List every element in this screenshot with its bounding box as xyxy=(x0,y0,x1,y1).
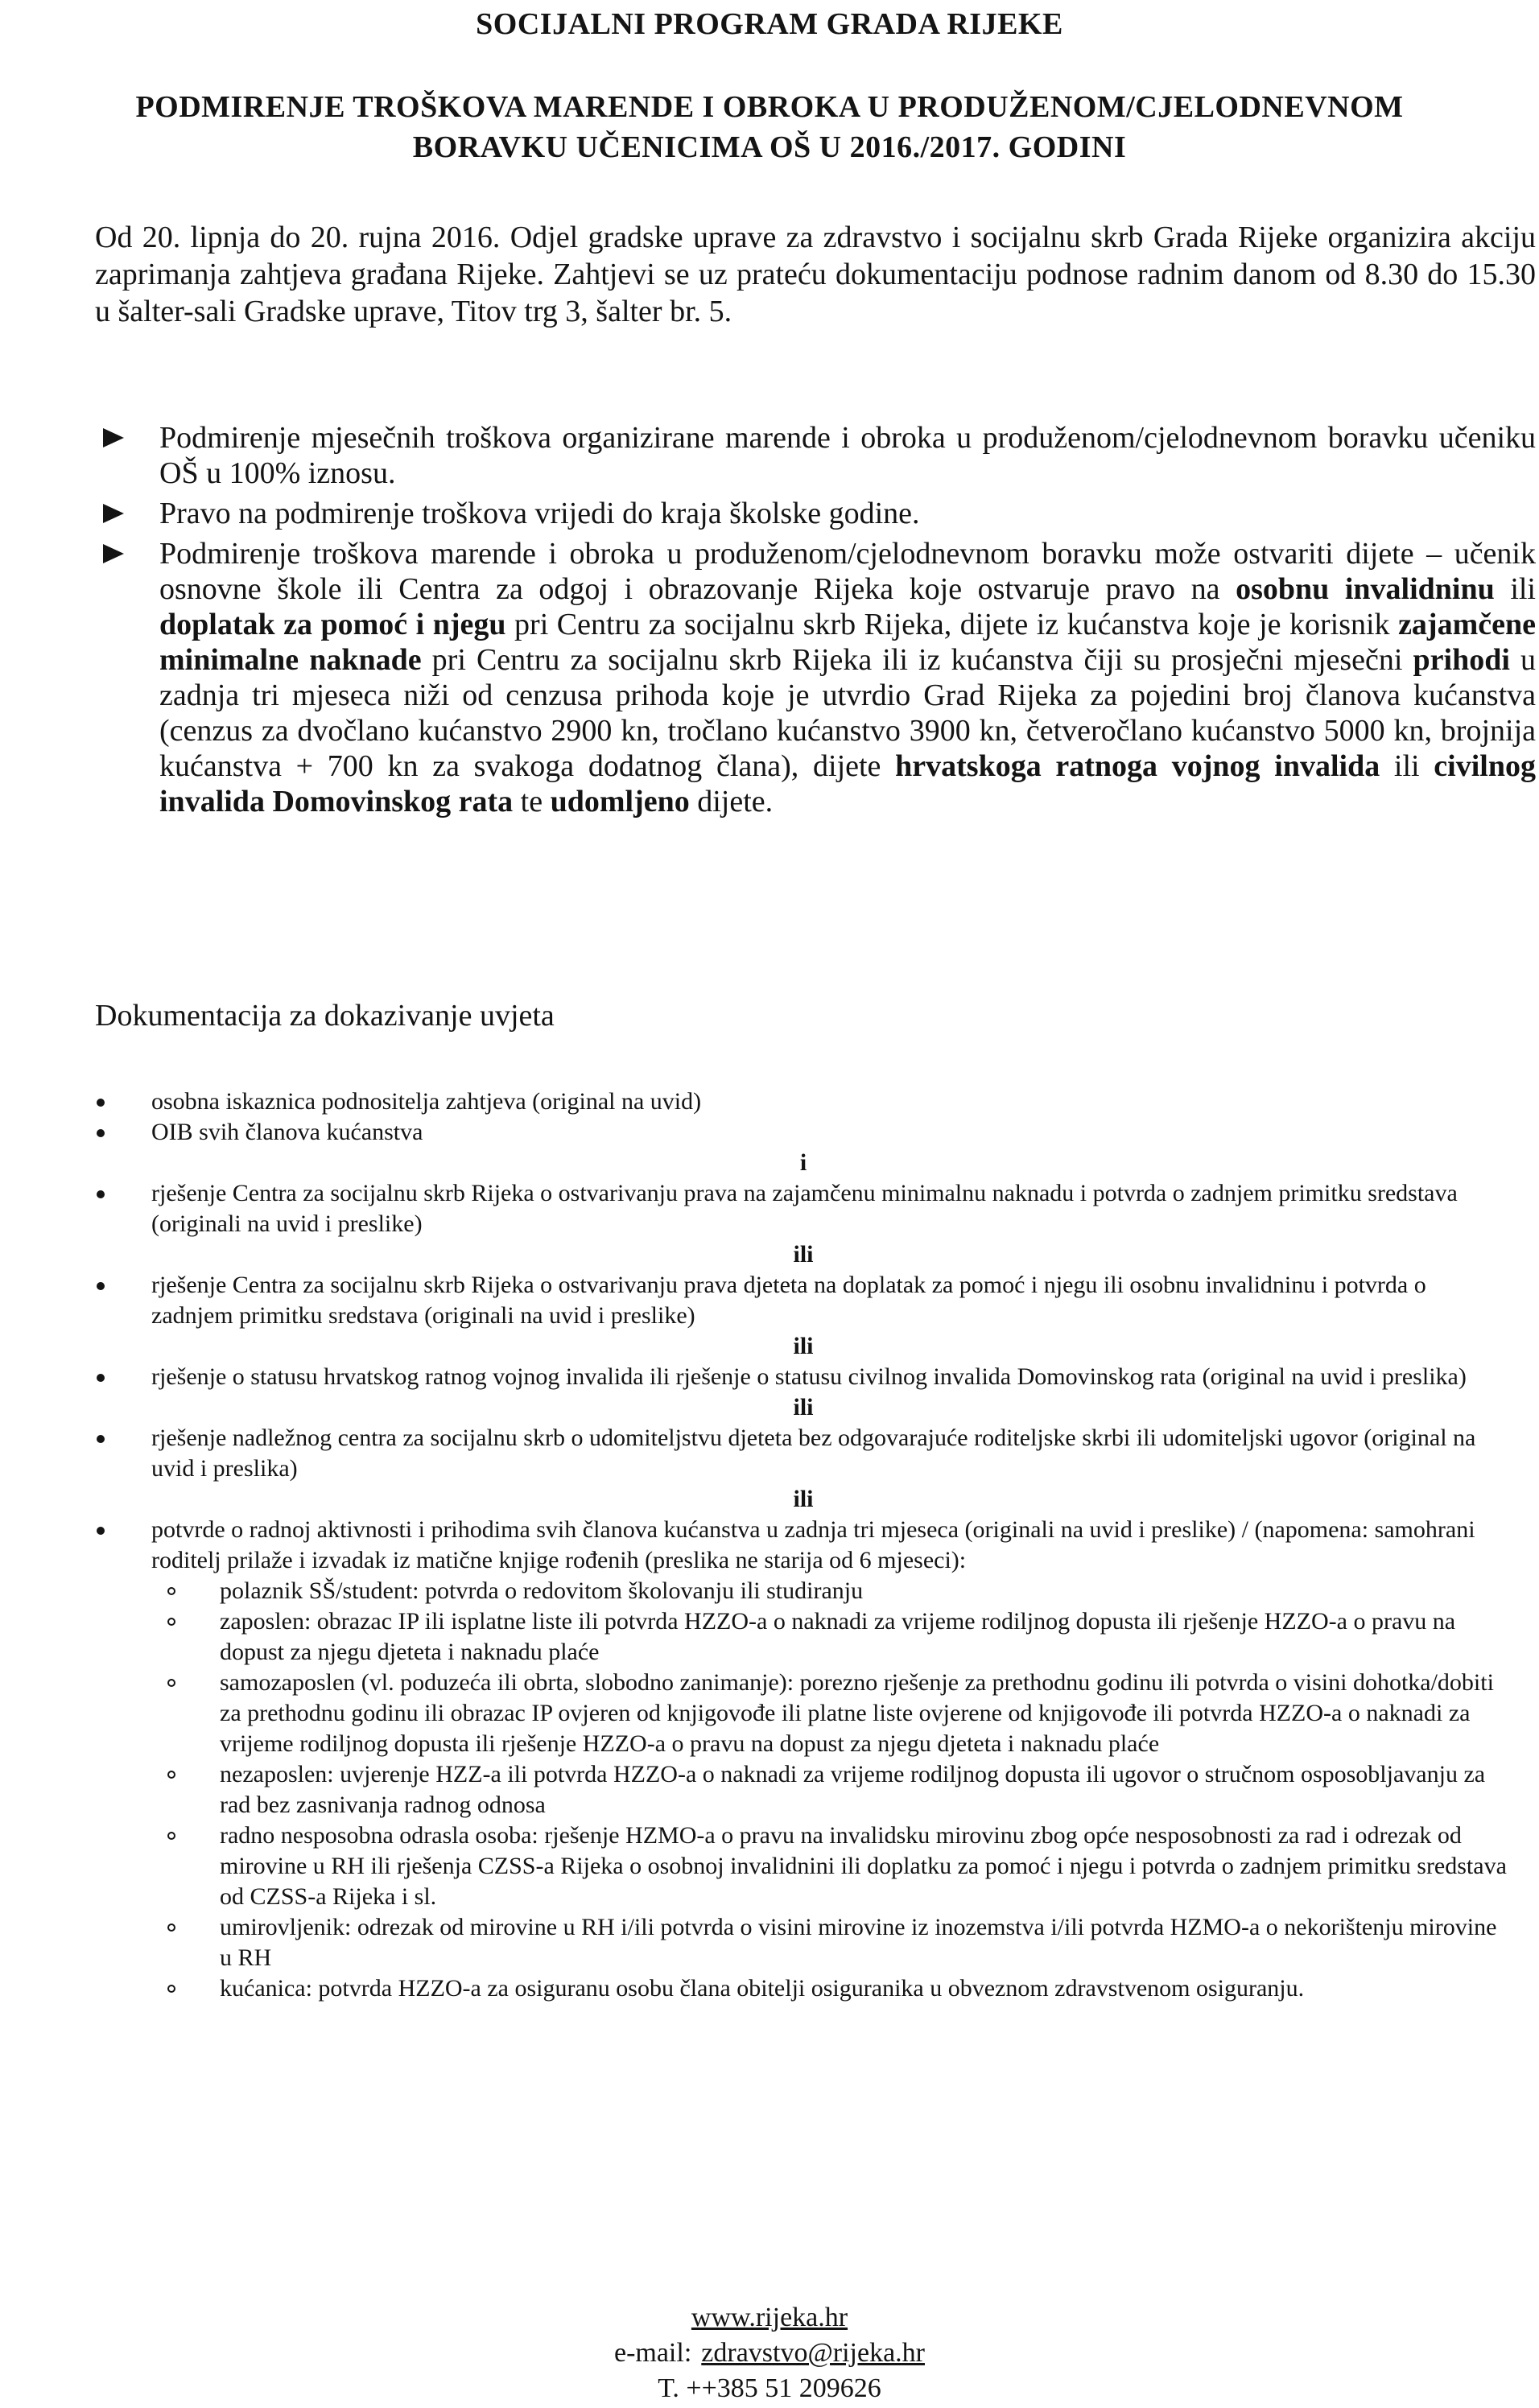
documentation-list xyxy=(95,1086,1512,2004)
item-text: potvrde o radnoj aktivnosti i prihodima svih članova kućanstva u zadnja tri mjeseca (originali na uvid i preslike) / (napomena: samohrani roditelj prilaže i izvadak iz matične knjige rođenih (preslika ne starija od 6 mjeseci): xyxy=(151,1516,1475,1573)
point-item xyxy=(95,536,1536,819)
conjunction-or: ili xyxy=(793,1241,814,1268)
sub-item-text: polaznik SŠ/student: potvrda o redovitom školovanju ili studiranju xyxy=(220,1577,864,1604)
text-run: u zadnja tri mjeseca niži od cenzusa prihoda koje je utvrdio Grad Rijeka za pojedini broj članova kućanstva (cenzus za dvočlano kućanstvo 2900 kn, tročlano kućanstvo 3900 kn, četveročlano kućanstvo 5000 kn, brojnija kućanstva + 700 kn za svakoga dodatnog člana), dijete xyxy=(159,643,1536,783)
circle-bullet-icon xyxy=(167,1771,175,1779)
subtitle-line-2: BORAVKU UČENICIMA OŠ U 2016./2017. GODINI xyxy=(412,130,1127,164)
item-text: rješenje Centra za socijalnu skrb Rijeka o ostvarivanju prava na zajamčenu minimalnu naknadu i potvrda o zadnjem primitku sredstava (originali na uvid i preslike) xyxy=(151,1180,1458,1237)
circle-bullet-icon xyxy=(167,1587,175,1595)
text-run: pri Centru za socijalnu skrb Rijeka, dijete iz kućanstva koje je korisnik xyxy=(505,608,1399,641)
bold-run: osobnu invalidninu xyxy=(1236,572,1495,606)
website-link[interactable]: www.rijeka.hr xyxy=(691,2303,848,2332)
bullet-icon xyxy=(97,1435,105,1443)
income-proof-sublist xyxy=(95,1576,1512,2004)
bold-run: udomljeno xyxy=(550,785,690,818)
item-text: rješenje Centra za socijalnu skrb Rijeka o ostvarivanju prava djeteta na doplatak za pomoć i njegu ili osobnu invalidninu i potvrda o zadnjem primitku sredstava (originali na uvid i preslike) xyxy=(151,1272,1426,1329)
circle-bullet-icon xyxy=(167,1679,175,1687)
contact-footer xyxy=(0,2300,1539,2406)
bold-run: prihodi xyxy=(1413,643,1510,677)
point-item xyxy=(95,420,1536,491)
point-item xyxy=(95,496,1536,531)
sub-list-item xyxy=(95,1606,1512,1668)
sub-list-item xyxy=(95,1759,1512,1820)
item-text: osobna iskaznica podnositelja zahtjeva (original na uvid) xyxy=(151,1088,702,1115)
bullet-icon xyxy=(97,1527,105,1535)
list-item xyxy=(95,1178,1512,1239)
list-item xyxy=(95,1515,1512,1576)
bold-run: zajamčene minimalne naknade xyxy=(159,608,1536,677)
circle-bullet-icon xyxy=(167,1924,175,1932)
bullet-icon xyxy=(97,1129,105,1137)
conjunction-or: ili xyxy=(793,1486,814,1512)
intro-paragraph: Od 20. lipnja do 20. rujna 2016. Odjel gradske uprave za zdravstvo i socijalnu skrb Grada Rijeke organizira akciju zaprimanja zahtjeva građana Rijeke. Zahtjevi se uz prateću dokumentaciju podnose radnim danom od 8.30 do 15.30 u šalter-sali Gradske uprave, Titov trg 3, šalter br. 5. xyxy=(95,221,1536,328)
email-link[interactable]: zdravstvo@rijeka.hr xyxy=(701,2338,925,2368)
sub-item-text: samozaposlen (vl. poduzeća ili obrta, slobodno zanimanje): porezno rješenje za prethodnu godinu ili potvrda o visini dohotka/dobiti za prethodnu godinu ili obrazac IP ovjeren od knjigovođe ili platne liste ovjerene od knjigovođe ili potvrda HZZO-a o naknadi za vrijeme rodiljnog dopusta ili rješenje HZZO-a o pravu na dopust za njegu djeteta i naknadu plaće xyxy=(220,1669,1494,1757)
sub-list-item xyxy=(95,1668,1512,1759)
sub-item-text: umirovljenik: odrezak od mirovine u RH i/ili potvrda o visini mirovine iz inozemstva i/ili potvrda HZMO-a o nekorištenju mirovine u RH xyxy=(220,1914,1497,1971)
bullet-icon xyxy=(97,1374,105,1382)
sub-list-item xyxy=(95,1820,1512,1912)
subtitle-line-1: PODMIRENJE TROŠKOVA MARENDE I OBROKA U PRODUŽENOM/CJELODNEVNOM xyxy=(135,90,1404,124)
sub-list-item xyxy=(95,1576,1512,1606)
circle-bullet-icon xyxy=(167,1618,175,1626)
list-item xyxy=(95,1117,1512,1148)
bullet-icon xyxy=(97,1190,105,1198)
conjunction-and: i xyxy=(799,1149,807,1176)
bullet-icon xyxy=(97,1099,105,1107)
text-run: ili xyxy=(1494,572,1536,606)
arrow-bullet-icon xyxy=(103,428,124,447)
email-label: e-mail: xyxy=(613,2338,692,2368)
sub-item-text: nezaposlen: uvjerenje HZZ-a ili potvrda HZZO-a o naknadi za vrijeme rodiljnog dopusta ili ugovor o stručnom osposobljavanju za rad bez zasnivanja radnog odnosa xyxy=(220,1761,1486,1818)
text-run: pri Centru za socijalnu skrb Rijeka ili iz kućanstva čiji su prosječni mjesečni xyxy=(421,643,1413,677)
conjunction-or: ili xyxy=(793,1394,814,1420)
sub-item-text: radno nesposobna odrasla osoba: rješenje HZMO-a o pravu na invalidsku mirovinu zbog opće nesposobnosti za rad i odrezak od mirovine u RH ili rješenja CZSS-a Rijeka o osobnoj invalidnini ili doplatku za pomoć i njegu i potvrda o zadnjem primitku sredstava od CZSS-a Rijeka i sl. xyxy=(220,1822,1507,1910)
conjunction-or: ili xyxy=(793,1333,814,1359)
bold-run: civilnog invalida Domovinskog rata xyxy=(159,749,1536,818)
item-text: rješenje o statusu hrvatskog ratnog vojnog invalida ili rješenje o statusu civilnog invalida Domovinskog rata (original na uvid i preslika) xyxy=(151,1363,1467,1390)
point-text: Podmirenje mjesečnih troškova organizirane marende i obroka u produženom/cjelodnevnom boravku učeniku OŠ u 100% iznosu. xyxy=(159,421,1536,490)
list-item xyxy=(95,1362,1512,1392)
text-run: Podmirenje troškova marende i obroka u produženom/cjelodnevnom boravku može ostvariti dijete – učenik osnovne škole ili Centra za odgoj i obrazovanje Rijeka koje ostvaruje pravo na xyxy=(159,537,1536,606)
sub-list-item xyxy=(95,1912,1512,1973)
sub-item-text: zaposlen: obrazac IP ili isplatne liste ili potvrda HZZO-a o naknadi za vrijeme rodiljnog dopusta ili rješenje HZZO-a o pravu na dopust za njegu djeteta i naknadu plaće xyxy=(220,1608,1456,1665)
document-title: SOCIJALNI PROGRAM GRADA RIJEKE xyxy=(476,7,1063,41)
circle-bullet-icon xyxy=(167,1985,175,1993)
item-text: rješenje nadležnog centra za socijalnu skrb o udomiteljstvu djeteta bez odgovarajuće roditeljske skrbi ili udomiteljski ugovor (original na uvid i preslika) xyxy=(151,1425,1476,1482)
point-text: Pravo na podmirenje troškova vrijedi do kraja školske godine. xyxy=(159,497,920,530)
arrow-bullet-icon xyxy=(103,544,124,563)
document-subtitle xyxy=(0,87,1539,167)
sub-item-text: kućanica: potvrda HZZO-a za osiguranu osobu člana obitelji osiguranika u obveznom zdravstvenom osiguranju. xyxy=(220,1975,1305,2002)
list-item xyxy=(95,1423,1512,1484)
program-points xyxy=(95,420,1536,824)
text-run: ili xyxy=(1380,749,1434,783)
text-run: dijete. xyxy=(689,785,774,818)
bold-run: doplatak za pomoć i njegu xyxy=(159,608,506,641)
list-item xyxy=(95,1086,1512,1117)
arrow-bullet-icon xyxy=(103,504,124,523)
list-item xyxy=(95,1270,1512,1331)
circle-bullet-icon xyxy=(167,1832,175,1840)
phone-number: T. ++385 51 209626 xyxy=(658,2373,881,2403)
text-run: te xyxy=(513,785,551,818)
documentation-title: Dokumentacija za dokazivanje uvjeta xyxy=(95,999,555,1033)
point-text xyxy=(159,537,1536,818)
item-text: OIB svih članova kućanstva xyxy=(151,1119,423,1145)
bullet-icon xyxy=(97,1282,105,1290)
bold-run: hrvatskoga ratnoga vojnog invalida xyxy=(895,749,1380,783)
sub-list-item xyxy=(95,1973,1512,2004)
